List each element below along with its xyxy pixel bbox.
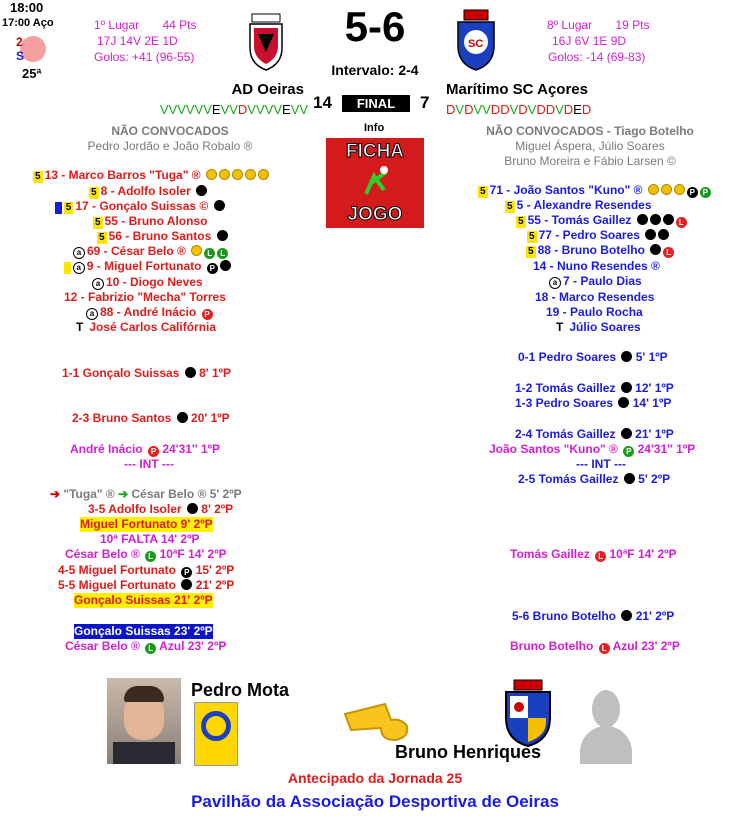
form-result: V	[185, 102, 195, 117]
form-result: V	[299, 102, 308, 117]
away-form-string	[446, 102, 591, 117]
away-record: 16J 6V 1E 9D	[552, 34, 627, 48]
form-result: D	[500, 102, 510, 117]
home-points: 44 Pts	[162, 18, 197, 32]
home-team-name[interactable]: AD Oeiras	[231, 81, 304, 98]
home-not-called: Pedro Jordão e João Robalo ®	[87, 139, 253, 153]
away-player-row[interactable]: 19 - Paulo Rocha	[546, 305, 643, 319]
form-result: D	[536, 102, 546, 117]
whistle-icon	[341, 700, 413, 742]
home-event: 10ª FALTA 14' 2ºP	[100, 532, 200, 546]
away-player-row[interactable]: 14 - Nuno Resendes ®	[533, 259, 660, 273]
form-result: V	[273, 102, 282, 117]
referee-placeholder-avatar	[578, 684, 634, 764]
form-result: V	[509, 102, 519, 117]
away-event: Tomás Gaillez L 10ªF 14' 2ºP	[510, 547, 677, 561]
goal-ball-icon	[196, 185, 207, 196]
referee-name-1: Pedro Mota	[191, 680, 290, 700]
away-event: Bruno Botelho L Azul 23' 2ºP	[510, 639, 680, 653]
form-result: V	[473, 102, 483, 117]
away-crest-icon[interactable]	[454, 8, 498, 72]
home-player-row[interactable]: 5 8 - Adolfo Isoler	[89, 184, 207, 199]
away-player-row[interactable]: T Júlio Soares	[556, 320, 641, 334]
home-player-row[interactable]: a 69 - César Belo ® L L	[73, 244, 228, 259]
futsal-logo	[14, 32, 48, 66]
form-result: D	[464, 102, 474, 117]
away-event: 0-1 Pedro Soares 5' 1ºP	[518, 350, 668, 364]
home-form-string	[160, 102, 308, 117]
player-figure-icon	[360, 164, 390, 200]
home-player-row[interactable]: 5 55 - Bruno Alonso	[95, 214, 208, 228]
association-crest-icon	[500, 678, 556, 748]
away-player-row[interactable]: 18 - Marco Resendes	[535, 290, 655, 304]
home-event: 5-5 Miguel Fortunato 21' 2ºP	[58, 578, 235, 592]
referee-association-logo	[194, 702, 238, 766]
form-result: E	[573, 102, 582, 117]
form-result: V	[247, 102, 256, 117]
svg-text:SC: SC	[468, 38, 484, 50]
form-result: V	[220, 102, 230, 117]
match-note: Antecipado da Jornada 25	[287, 770, 463, 786]
away-player-row[interactable]: a 7 - Paulo Dias	[549, 274, 642, 289]
home-player-row[interactable]: 12 - Fabrizio "Mecha" Torres	[64, 290, 226, 304]
away-position: 8º Lugar	[547, 18, 593, 32]
home-fouls: 14	[313, 93, 332, 112]
form-result: V	[229, 102, 238, 117]
away-not-called-3: Bruno Moreira e Fábio Larsen ©	[504, 154, 676, 168]
svg-text:S: S	[16, 49, 25, 63]
away-event: 5-6 Bruno Botelho 21' 2ºP	[512, 609, 675, 623]
home-position: 1º Lugar	[94, 18, 140, 32]
away-points: 19 Pts	[615, 18, 650, 32]
home-player-row[interactable]: a 10 - Diogo Neves	[92, 275, 203, 290]
away-event: 1-3 Pedro Soares 14' 1ºP	[515, 396, 672, 410]
form-result: V	[555, 102, 564, 117]
kickoff-time: 18:00	[10, 0, 44, 15]
jogo-label: JOGO	[347, 204, 403, 225]
home-event-highlight: Miguel Fortunato 9' 2ºP	[80, 517, 213, 531]
form-result: V	[455, 102, 465, 117]
away-event: 2-5 Tomás Gaillez 5' 2ºP	[518, 472, 671, 486]
home-player-row[interactable]: T José Carlos Califórnia	[76, 320, 217, 334]
home-event-highlight: Gonçalo Suissas 21' 2ºP	[74, 593, 213, 607]
home-player-row[interactable]: 5 56 - Bruno Santos	[97, 229, 228, 244]
home-player-row[interactable]: 5 17 - Gonçalo Suissas ©	[55, 199, 225, 214]
away-fouls: 7	[420, 93, 430, 112]
form-result: V	[255, 102, 265, 117]
info-link[interactable]: Info	[364, 122, 385, 134]
form-result: V	[203, 102, 212, 117]
form-result: E	[211, 102, 221, 117]
away-player-row[interactable]: 5 55 - Tomás Gaillez L	[516, 213, 687, 228]
form-result: D	[490, 102, 501, 117]
halftime-score: Intervalo: 2-4	[331, 62, 419, 78]
home-event: 1-1 Gonçalo Suissas 8' 1ºP	[62, 366, 231, 380]
form-result: V	[194, 102, 204, 117]
away-player-row[interactable]: 5 71 - João Santos "Kuno" ® P P	[478, 183, 711, 198]
form-result: E	[281, 102, 291, 117]
ficha-label: FICHA	[345, 141, 405, 162]
form-result: D	[581, 102, 592, 117]
home-standing	[94, 18, 196, 32]
form-result: V	[290, 102, 300, 117]
ficha-jogo-button[interactable]	[326, 138, 424, 228]
away-team-name[interactable]: Marítimo SC Açores	[446, 81, 588, 98]
home-substitution: ➔ "Tuga" ® ➔ César Belo ® 5' 2ºP	[50, 487, 242, 501]
halftime-marker: --- INT ---	[576, 457, 626, 471]
home-player-row[interactable]: 5 13 - Marco Barros "Tuga" ®	[33, 168, 269, 183]
home-event: César Belo ® L Azul 23' 2ºP	[65, 639, 227, 653]
form-result: V	[177, 102, 186, 117]
form-result: V	[159, 102, 169, 117]
away-event: 1-2 Tomás Gaillez 12' 1ºP	[515, 381, 674, 395]
away-not-called-title: NÃO CONVOCADOS - Tiago Botelho	[486, 124, 694, 138]
away-not-called-2: Miguel Áspera, Júlio Soares	[515, 139, 665, 153]
svg-text:2: 2	[16, 35, 23, 49]
home-event: César Belo ® L 10ªF 14' 2ºP	[65, 547, 227, 561]
form-result: V	[482, 102, 491, 117]
home-event: 2-3 Bruno Santos 20' 1ºP	[72, 411, 230, 425]
home-record: 17J 14V 2E 1D	[97, 34, 178, 48]
away-event: 2-4 Tomás Gaillez 21' 1ºP	[515, 427, 674, 441]
form-result: D	[237, 102, 248, 117]
original-time: 17:00 Aço	[2, 17, 54, 29]
form-result: V	[264, 102, 274, 117]
away-event: João Santos "Kuno" ® P 24'31'' 1ºP	[489, 442, 696, 456]
match-status-badge: FINAL	[342, 95, 410, 112]
away-standing	[547, 18, 649, 32]
home-not-called-title: NÃO CONVOCADOS	[111, 124, 229, 138]
halftime-marker: --- INT ---	[124, 457, 174, 471]
away-player-row[interactable]: 5 5 - Alexandre Resendes	[507, 198, 652, 212]
away-player-row[interactable]: 5 88 - Bruno Botelho L	[526, 243, 674, 258]
form-result: D	[545, 102, 556, 117]
away-goals: Golos: -14 (69-83)	[548, 50, 646, 64]
form-result: V	[168, 102, 178, 117]
venue-name[interactable]: Pavilhão da Associação Desportiva de Oeiras	[191, 792, 559, 811]
form-result: D	[446, 102, 456, 117]
form-result: D	[518, 102, 528, 117]
home-player-row[interactable]: a 88 - André Inácio P	[86, 305, 213, 320]
home-event: 3-5 Adolfo Isoler 8' 2ºP	[88, 502, 234, 516]
away-player-row[interactable]: 5 77 - Pedro Soares	[527, 228, 669, 243]
referee-name-2: Bruno Henriques	[395, 742, 542, 762]
home-event: 4-5 Miguel Fortunato P 15' 2ºP	[58, 563, 235, 577]
form-result: V	[527, 102, 537, 117]
home-event: André Inácio P 24'31'' 1ºP	[70, 442, 221, 456]
round-number: 25ª	[22, 66, 42, 81]
form-result: D	[563, 102, 574, 117]
home-player-row[interactable]: a 9 - Miguel Fortunato P	[64, 259, 231, 274]
home-event-highlight: Gonçalo Suissas 23' 2ºP	[74, 624, 213, 638]
home-goals: Golos: +41 (96-55)	[94, 50, 195, 64]
home-crest-icon[interactable]	[246, 12, 286, 72]
referee-photo-1[interactable]	[107, 678, 181, 764]
final-score: 5-6	[344, 3, 406, 50]
